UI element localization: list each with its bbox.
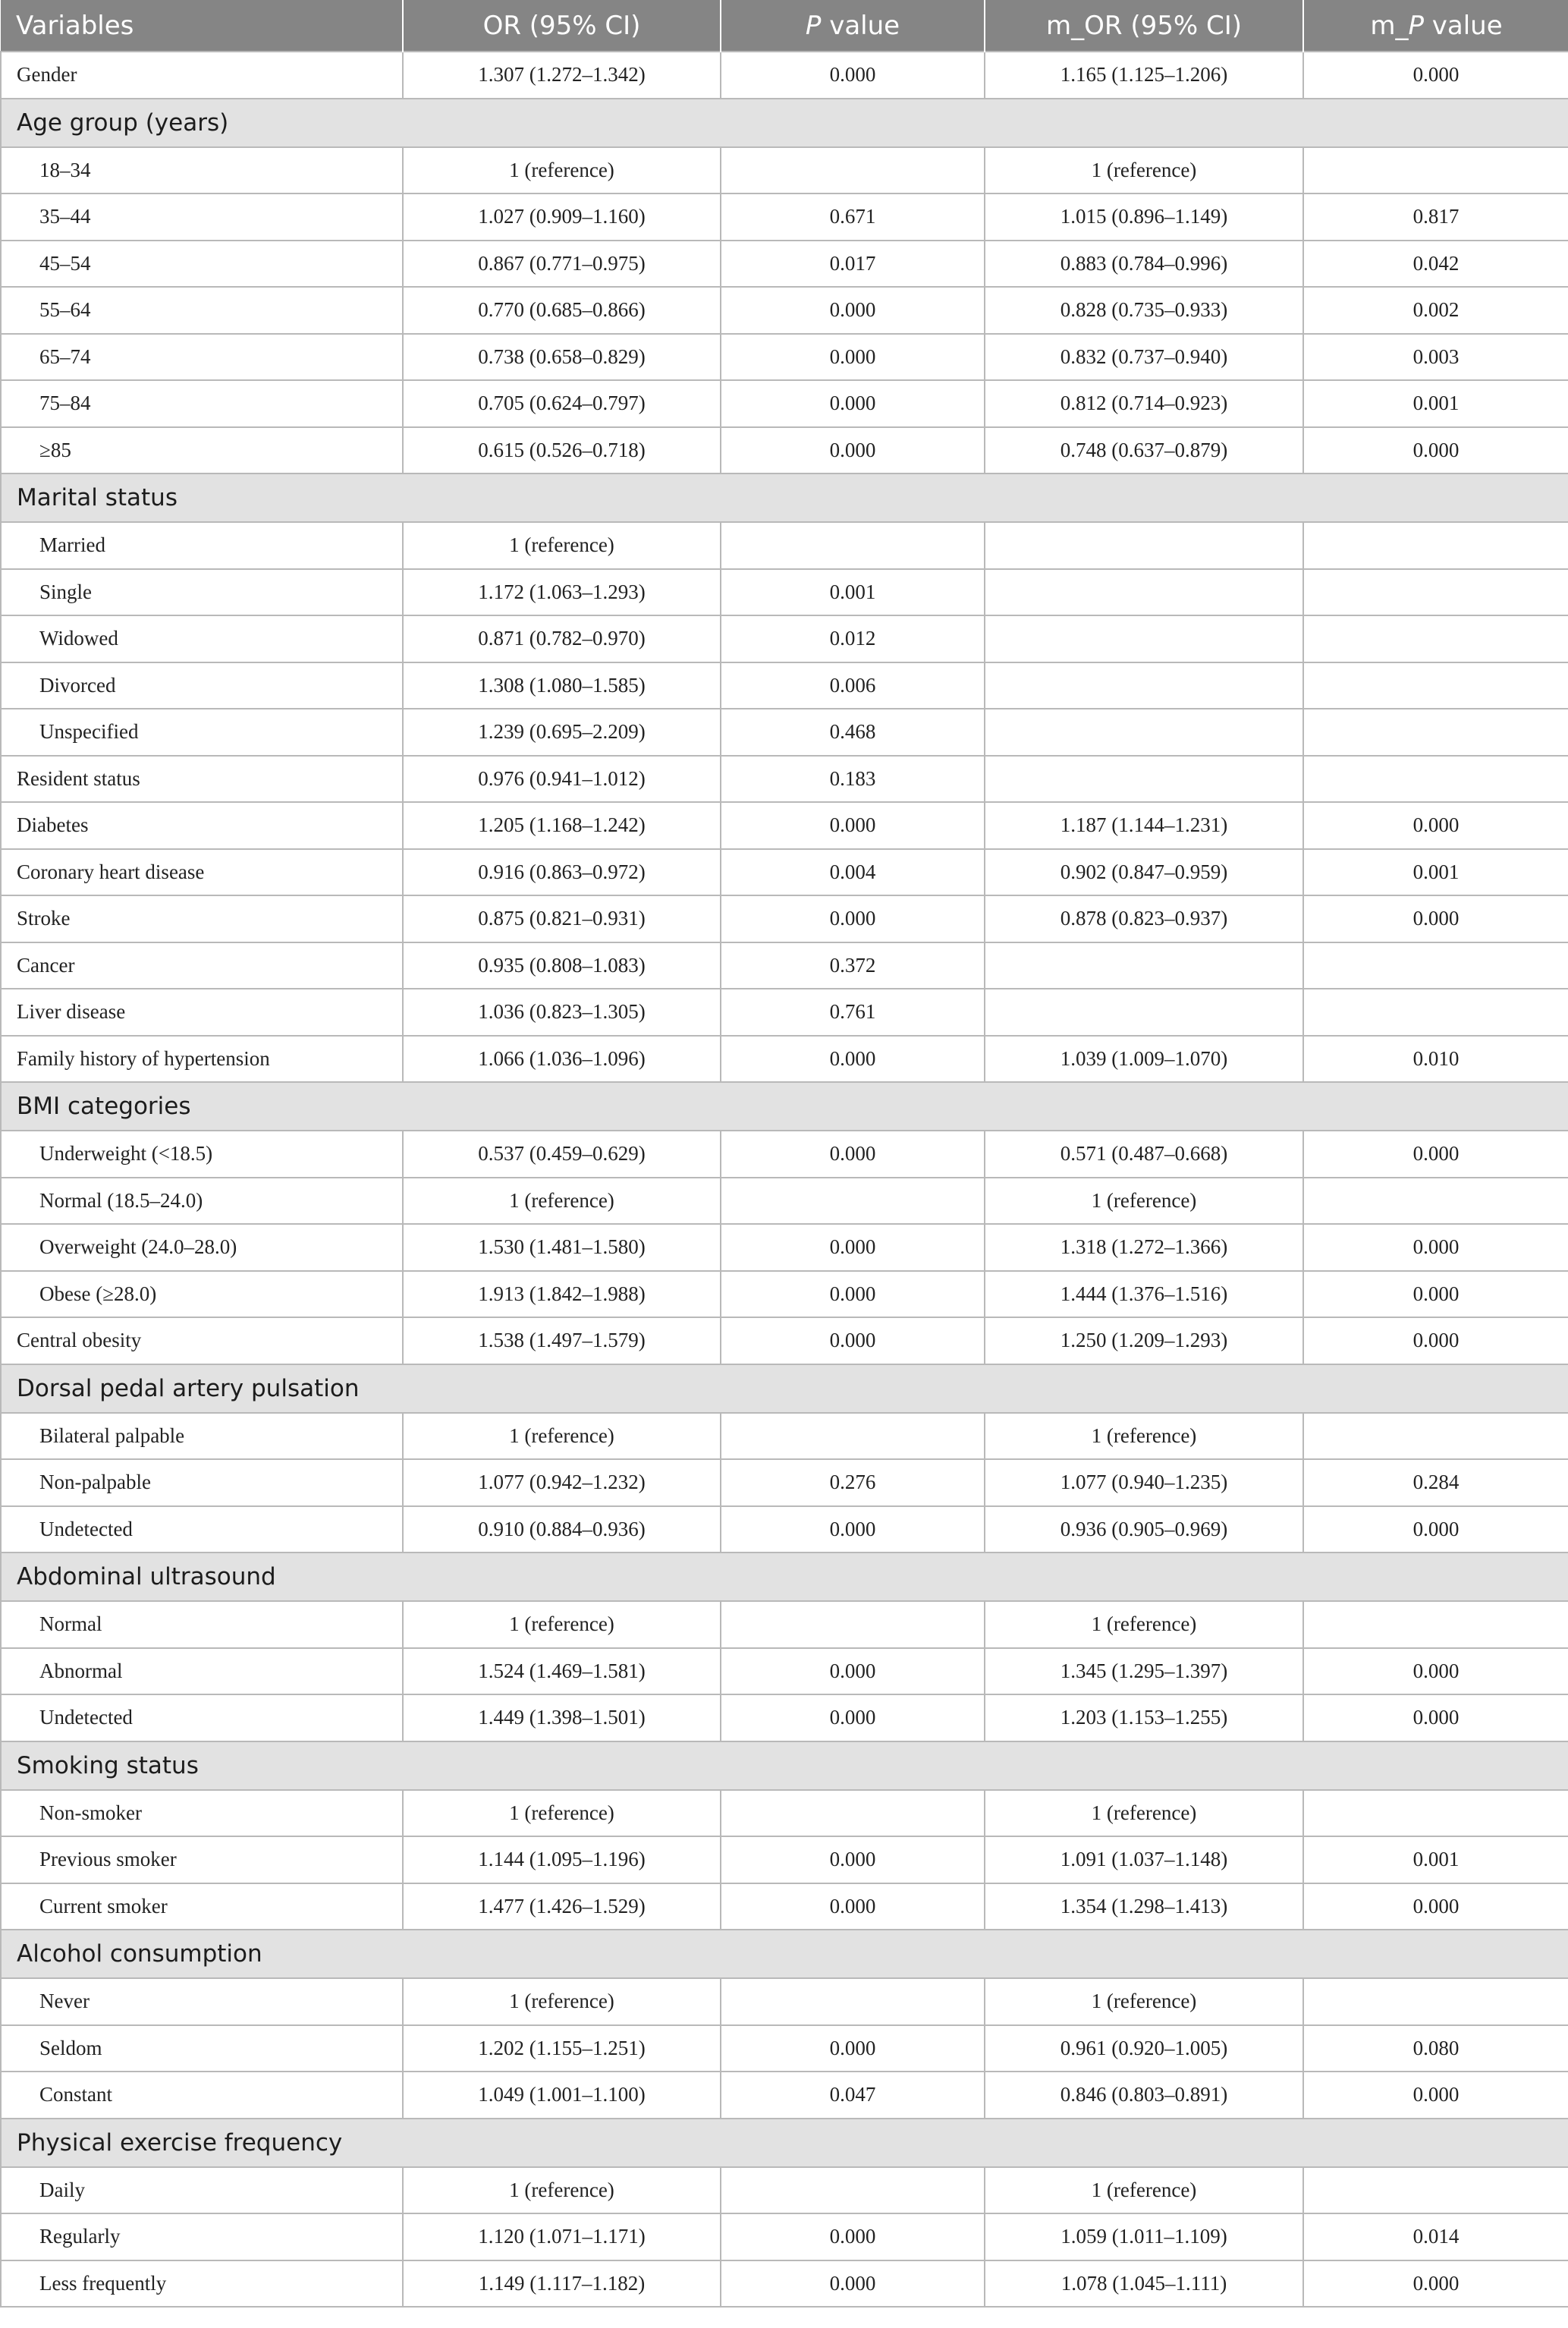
table-row [1, 1459, 1568, 1506]
m-p-value-cell: 0.000 [1303, 2260, 1568, 2308]
table-row [1, 1317, 1568, 1364]
p-value-cell [721, 2167, 985, 2214]
m-p-value-cell: 0.010 [1303, 1036, 1568, 1083]
table-row [1, 193, 1568, 241]
m-p-value-cell [1303, 1178, 1568, 1225]
p-value-cell: 0.000 [721, 1271, 985, 1318]
m-p-value-cell: 0.284 [1303, 1459, 1568, 1506]
m-p-value-cell [1303, 1601, 1568, 1648]
or-ci-cell: 1.538 (1.497–1.579) [403, 1317, 721, 1364]
p-value-cell: 0.006 [721, 662, 985, 709]
table-row [1, 1648, 1568, 1695]
m-p-value-cell [1303, 1790, 1568, 1837]
table-row [1, 1131, 1568, 1178]
m-or-ci-cell: 0.961 (0.920–1.005) [985, 2025, 1303, 2072]
m-p-value-cell: 0.000 [1303, 1317, 1568, 1364]
table-row [1, 427, 1568, 474]
or-ci-cell: 1 (reference) [403, 1413, 721, 1460]
p-value-cell [721, 147, 985, 194]
p-value-cell: 0.012 [721, 615, 985, 662]
m-or-ci-cell: 0.828 (0.735–0.933) [985, 287, 1303, 334]
table-row [1, 1790, 1568, 1837]
variable-cell: Family history of hypertension [1, 1036, 403, 1083]
section-label: Marital status [1, 473, 1568, 522]
table-row [1, 2025, 1568, 2072]
table-row [1, 569, 1568, 616]
header-or-ci: OR (95% CI) [403, 0, 721, 52]
table-row [1, 1036, 1568, 1083]
table-row [1, 1506, 1568, 1553]
m-p-value-cell [1303, 522, 1568, 569]
p-value-cell: 0.000 [721, 52, 985, 99]
m-or-ci-cell: 0.878 (0.823–0.937) [985, 895, 1303, 942]
p-value-cell: 0.000 [721, 1836, 985, 1883]
m-p-value-cell [1303, 615, 1568, 662]
table-row [1, 2213, 1568, 2260]
m-p-value-cell [1303, 147, 1568, 194]
variable-cell: Married [1, 522, 403, 569]
m-or-ci-cell: 1.318 (1.272–1.366) [985, 1224, 1303, 1271]
m-or-ci-cell [985, 522, 1303, 569]
header-row [1, 0, 1568, 52]
m-or-ci-cell: 1.354 (1.298–1.413) [985, 1883, 1303, 1930]
or-ci-cell: 1 (reference) [403, 147, 721, 194]
m-or-ci-cell [985, 756, 1303, 803]
p-value-cell: 0.000 [721, 2025, 985, 2072]
m-or-ci-cell: 1 (reference) [985, 1790, 1303, 1837]
m-p-value-cell: 0.000 [1303, 1131, 1568, 1178]
header-m-or-ci: m_OR (95% CI) [985, 0, 1303, 52]
or-ci-cell: 1.202 (1.155–1.251) [403, 2025, 721, 2072]
variable-cell: Liver disease [1, 989, 403, 1036]
table-row [1, 380, 1568, 427]
p-value-cell [721, 1790, 985, 1837]
m-or-ci-cell: 0.571 (0.487–0.668) [985, 1131, 1303, 1178]
header-p-rest: value [821, 10, 900, 41]
or-ci-cell: 1 (reference) [403, 1790, 721, 1837]
table-row [1, 287, 1568, 334]
table-row [1, 989, 1568, 1036]
header-m-p-value [1303, 0, 1568, 52]
m-or-ci-cell: 1.250 (1.209–1.293) [985, 1317, 1303, 1364]
variable-cell: Non-smoker [1, 1790, 403, 1837]
table-row [1, 2260, 1568, 2308]
m-p-value-cell: 0.000 [1303, 895, 1568, 942]
m-or-ci-cell: 1.165 (1.125–1.206) [985, 52, 1303, 99]
m-p-value-cell: 0.002 [1303, 287, 1568, 334]
table-row [1, 1978, 1568, 2025]
m-or-ci-cell [985, 615, 1303, 662]
or-ci-cell: 0.875 (0.821–0.931) [403, 895, 721, 942]
table-row [1, 1601, 1568, 1648]
header-m-p-italic: P [1408, 10, 1424, 41]
m-or-ci-cell: 0.846 (0.803–0.891) [985, 2072, 1303, 2119]
m-or-ci-cell: 1.059 (1.011–1.109) [985, 2213, 1303, 2260]
variable-cell: Normal [1, 1601, 403, 1648]
m-or-ci-cell: 1.015 (0.896–1.149) [985, 193, 1303, 241]
or-ci-cell: 1.308 (1.080–1.585) [403, 662, 721, 709]
variable-cell: Normal (18.5–24.0) [1, 1178, 403, 1225]
or-ci-cell: 1.149 (1.117–1.182) [403, 2260, 721, 2308]
m-p-value-cell [1303, 709, 1568, 756]
or-ci-cell: 0.615 (0.526–0.718) [403, 427, 721, 474]
variable-cell: 18–34 [1, 147, 403, 194]
table-row [1, 942, 1568, 989]
m-p-value-cell: 0.817 [1303, 193, 1568, 241]
variable-cell: Cancer [1, 942, 403, 989]
variable-cell: 65–74 [1, 334, 403, 381]
or-ci-cell: 1.036 (0.823–1.305) [403, 989, 721, 1036]
m-or-ci-cell: 1.203 (1.153–1.255) [985, 1694, 1303, 1741]
or-ci-cell: 0.705 (0.624–0.797) [403, 380, 721, 427]
section-label: Age group (years) [1, 99, 1568, 147]
or-ci-cell: 0.935 (0.808–1.083) [403, 942, 721, 989]
section-header-row [1, 1364, 1568, 1413]
p-value-cell: 0.000 [721, 287, 985, 334]
m-or-ci-cell: 1.187 (1.144–1.231) [985, 802, 1303, 849]
section-label: Abdominal ultrasound [1, 1553, 1568, 1601]
variable-cell: Non-palpable [1, 1459, 403, 1506]
p-value-cell: 0.276 [721, 1459, 985, 1506]
m-or-ci-cell: 1 (reference) [985, 2167, 1303, 2214]
m-or-ci-cell: 1 (reference) [985, 1413, 1303, 1460]
m-or-ci-cell [985, 942, 1303, 989]
m-p-value-cell [1303, 1978, 1568, 2025]
variable-cell: 75–84 [1, 380, 403, 427]
variable-cell: Daily [1, 2167, 403, 2214]
or-ci-cell: 0.867 (0.771–0.975) [403, 241, 721, 288]
p-value-cell: 0.000 [721, 1883, 985, 1930]
or-ci-cell: 1.239 (0.695–2.209) [403, 709, 721, 756]
p-value-cell: 0.000 [721, 1131, 985, 1178]
table-row [1, 522, 1568, 569]
m-or-ci-cell: 0.748 (0.637–0.879) [985, 427, 1303, 474]
m-or-ci-cell: 1.039 (1.009–1.070) [985, 1036, 1303, 1083]
table-row [1, 895, 1568, 942]
m-p-value-cell: 0.001 [1303, 849, 1568, 896]
variable-cell: Single [1, 569, 403, 616]
section-label: Alcohol consumption [1, 1930, 1568, 1978]
variable-cell: Widowed [1, 615, 403, 662]
p-value-cell: 0.000 [721, 1648, 985, 1695]
p-value-cell: 0.004 [721, 849, 985, 896]
m-or-ci-cell: 1 (reference) [985, 1601, 1303, 1648]
section-header-row [1, 99, 1568, 147]
variable-cell: Constant [1, 2072, 403, 2119]
m-p-value-cell: 0.003 [1303, 334, 1568, 381]
table-row [1, 1694, 1568, 1741]
variable-cell: Stroke [1, 895, 403, 942]
variable-cell: ≥85 [1, 427, 403, 474]
or-ci-cell: 1.205 (1.168–1.242) [403, 802, 721, 849]
variable-cell: Previous smoker [1, 1836, 403, 1883]
variable-cell: Undetected [1, 1506, 403, 1553]
p-value-cell: 0.000 [721, 1224, 985, 1271]
p-value-cell [721, 1978, 985, 2025]
or-ci-cell: 1.530 (1.481–1.580) [403, 1224, 721, 1271]
m-p-value-cell [1303, 2167, 1568, 2214]
m-or-ci-cell: 1.091 (1.037–1.148) [985, 1836, 1303, 1883]
p-value-cell: 0.372 [721, 942, 985, 989]
header-p-italic: P [805, 10, 822, 41]
variable-cell: Coronary heart disease [1, 849, 403, 896]
table-row [1, 662, 1568, 709]
or-ci-cell: 1 (reference) [403, 1601, 721, 1648]
variable-cell: Never [1, 1978, 403, 2025]
variable-cell: 35–44 [1, 193, 403, 241]
p-value-cell: 0.000 [721, 1506, 985, 1553]
variable-cell: Abnormal [1, 1648, 403, 1695]
p-value-cell: 0.000 [721, 1036, 985, 1083]
m-or-ci-cell: 1 (reference) [985, 1178, 1303, 1225]
p-value-cell: 0.761 [721, 989, 985, 1036]
m-p-value-cell [1303, 569, 1568, 616]
or-ci-cell: 1.307 (1.272–1.342) [403, 52, 721, 99]
variable-cell: Seldom [1, 2025, 403, 2072]
m-p-value-cell [1303, 662, 1568, 709]
m-or-ci-cell: 1.078 (1.045–1.111) [985, 2260, 1303, 2308]
m-p-value-cell: 0.000 [1303, 1271, 1568, 1318]
table-row [1, 615, 1568, 662]
table-body [1, 52, 1568, 2307]
m-p-value-cell: 0.042 [1303, 241, 1568, 288]
variable-cell: Less frequently [1, 2260, 403, 2308]
table-row [1, 802, 1568, 849]
p-value-cell: 0.000 [721, 427, 985, 474]
section-label: BMI categories [1, 1082, 1568, 1131]
variable-cell: Overweight (24.0–28.0) [1, 1224, 403, 1271]
table-row [1, 147, 1568, 194]
m-p-value-cell: 0.000 [1303, 802, 1568, 849]
section-header-row [1, 473, 1568, 522]
m-or-ci-cell: 1 (reference) [985, 1978, 1303, 2025]
m-or-ci-cell: 1.077 (0.940–1.235) [985, 1459, 1303, 1506]
p-value-cell: 0.001 [721, 569, 985, 616]
section-header-row [1, 2119, 1568, 2167]
table-row [1, 709, 1568, 756]
p-value-cell: 0.000 [721, 895, 985, 942]
m-or-ci-cell [985, 662, 1303, 709]
table-row [1, 849, 1568, 896]
m-or-ci-cell: 0.936 (0.905–0.969) [985, 1506, 1303, 1553]
p-value-cell: 0.000 [721, 380, 985, 427]
m-p-value-cell [1303, 942, 1568, 989]
or-ci-cell: 0.976 (0.941–1.012) [403, 756, 721, 803]
header-m-p-prefix: m_ [1370, 10, 1409, 41]
variable-cell: Obese (≥28.0) [1, 1271, 403, 1318]
variable-cell: Undetected [1, 1694, 403, 1741]
or-ci-cell: 1 (reference) [403, 522, 721, 569]
table-row [1, 2072, 1568, 2119]
variable-cell: Bilateral palpable [1, 1413, 403, 1460]
p-value-cell: 0.468 [721, 709, 985, 756]
m-or-ci-cell: 0.883 (0.784–0.996) [985, 241, 1303, 288]
table-row [1, 1178, 1568, 1225]
variable-cell: Resident status [1, 756, 403, 803]
or-ci-cell: 1.449 (1.398–1.501) [403, 1694, 721, 1741]
m-or-ci-cell: 0.812 (0.714–0.923) [985, 380, 1303, 427]
table-row [1, 334, 1568, 381]
table-row [1, 241, 1568, 288]
variable-cell: 55–64 [1, 287, 403, 334]
p-value-cell: 0.000 [721, 1317, 985, 1364]
m-or-ci-cell: 0.902 (0.847–0.959) [985, 849, 1303, 896]
or-ci-cell: 0.910 (0.884–0.936) [403, 1506, 721, 1553]
variable-cell: Unspecified [1, 709, 403, 756]
m-p-value-cell: 0.080 [1303, 2025, 1568, 2072]
m-p-value-cell: 0.000 [1303, 1694, 1568, 1741]
m-or-ci-cell: 1.444 (1.376–1.516) [985, 1271, 1303, 1318]
m-p-value-cell: 0.014 [1303, 2213, 1568, 2260]
or-ci-cell: 0.916 (0.863–0.972) [403, 849, 721, 896]
m-or-ci-cell: 1.345 (1.295–1.397) [985, 1648, 1303, 1695]
m-or-ci-cell [985, 709, 1303, 756]
or-ci-cell: 1.144 (1.095–1.196) [403, 1836, 721, 1883]
variable-cell: Diabetes [1, 802, 403, 849]
m-p-value-cell: 0.000 [1303, 427, 1568, 474]
or-ci-cell: 1.524 (1.469–1.581) [403, 1648, 721, 1695]
m-or-ci-cell [985, 569, 1303, 616]
p-value-cell: 0.671 [721, 193, 985, 241]
section-header-row [1, 1930, 1568, 1978]
m-or-ci-cell: 0.832 (0.737–0.940) [985, 334, 1303, 381]
section-header-row [1, 1553, 1568, 1601]
header-p-value [721, 0, 985, 52]
or-ci-cell: 1.077 (0.942–1.232) [403, 1459, 721, 1506]
m-or-ci-cell: 1 (reference) [985, 147, 1303, 194]
variable-cell: Divorced [1, 662, 403, 709]
m-p-value-cell: 0.000 [1303, 1883, 1568, 1930]
table-row [1, 2167, 1568, 2214]
m-p-value-cell: 0.000 [1303, 52, 1568, 99]
variable-cell: Underweight (<18.5) [1, 1131, 403, 1178]
table-row [1, 1836, 1568, 1883]
table-row [1, 1883, 1568, 1930]
or-ci-cell: 1.477 (1.426–1.529) [403, 1883, 721, 1930]
or-ci-cell: 0.770 (0.685–0.866) [403, 287, 721, 334]
m-p-value-cell: 0.000 [1303, 1648, 1568, 1695]
m-p-value-cell [1303, 989, 1568, 1036]
or-ci-cell: 1.027 (0.909–1.160) [403, 193, 721, 241]
variable-cell: 45–54 [1, 241, 403, 288]
m-p-value-cell: 0.000 [1303, 1224, 1568, 1271]
or-ci-cell: 0.871 (0.782–0.970) [403, 615, 721, 662]
section-label: Dorsal pedal artery pulsation [1, 1364, 1568, 1413]
p-value-cell: 0.000 [721, 802, 985, 849]
m-or-ci-cell [985, 989, 1303, 1036]
section-label: Physical exercise frequency [1, 2119, 1568, 2167]
p-value-cell [721, 1178, 985, 1225]
table-row [1, 756, 1568, 803]
variable-cell: Current smoker [1, 1883, 403, 1930]
p-value-cell [721, 1413, 985, 1460]
p-value-cell [721, 522, 985, 569]
m-p-value-cell: 0.000 [1303, 1506, 1568, 1553]
variable-cell: Central obesity [1, 1317, 403, 1364]
or-ci-cell: 1.913 (1.842–1.988) [403, 1271, 721, 1318]
variable-cell: Gender [1, 52, 403, 99]
m-p-value-cell: 0.001 [1303, 380, 1568, 427]
table-row [1, 1413, 1568, 1460]
or-ci-cell: 1 (reference) [403, 1178, 721, 1225]
p-value-cell: 0.000 [721, 2260, 985, 2308]
section-header-row [1, 1741, 1568, 1790]
section-header-row [1, 1082, 1568, 1131]
header-variables: Variables [1, 0, 403, 52]
or-ci-cell: 1.172 (1.063–1.293) [403, 569, 721, 616]
p-value-cell: 0.047 [721, 2072, 985, 2119]
or-ci-cell: 0.537 (0.459–0.629) [403, 1131, 721, 1178]
m-p-value-cell [1303, 756, 1568, 803]
or-ci-cell: 1 (reference) [403, 2167, 721, 2214]
or-ci-cell: 1.049 (1.001–1.100) [403, 2072, 721, 2119]
table-row [1, 1271, 1568, 1318]
m-p-value-cell: 0.001 [1303, 1836, 1568, 1883]
or-ci-cell: 1.120 (1.071–1.171) [403, 2213, 721, 2260]
p-value-cell: 0.000 [721, 1694, 985, 1741]
p-value-cell: 0.017 [721, 241, 985, 288]
p-value-cell: 0.000 [721, 334, 985, 381]
section-label: Smoking status [1, 1741, 1568, 1790]
table-header [1, 0, 1568, 52]
variable-cell: Regularly [1, 2213, 403, 2260]
table-row [1, 52, 1568, 99]
m-p-value-cell: 0.000 [1303, 2072, 1568, 2119]
or-ci-cell: 1 (reference) [403, 1978, 721, 2025]
header-m-p-rest: value [1423, 10, 1503, 41]
or-ci-cell: 0.738 (0.658–0.829) [403, 334, 721, 381]
p-value-cell: 0.183 [721, 756, 985, 803]
p-value-cell: 0.000 [721, 2213, 985, 2260]
p-value-cell [721, 1601, 985, 1648]
or-ci-cell: 1.066 (1.036–1.096) [403, 1036, 721, 1083]
table-row [1, 1224, 1568, 1271]
m-p-value-cell [1303, 1413, 1568, 1460]
